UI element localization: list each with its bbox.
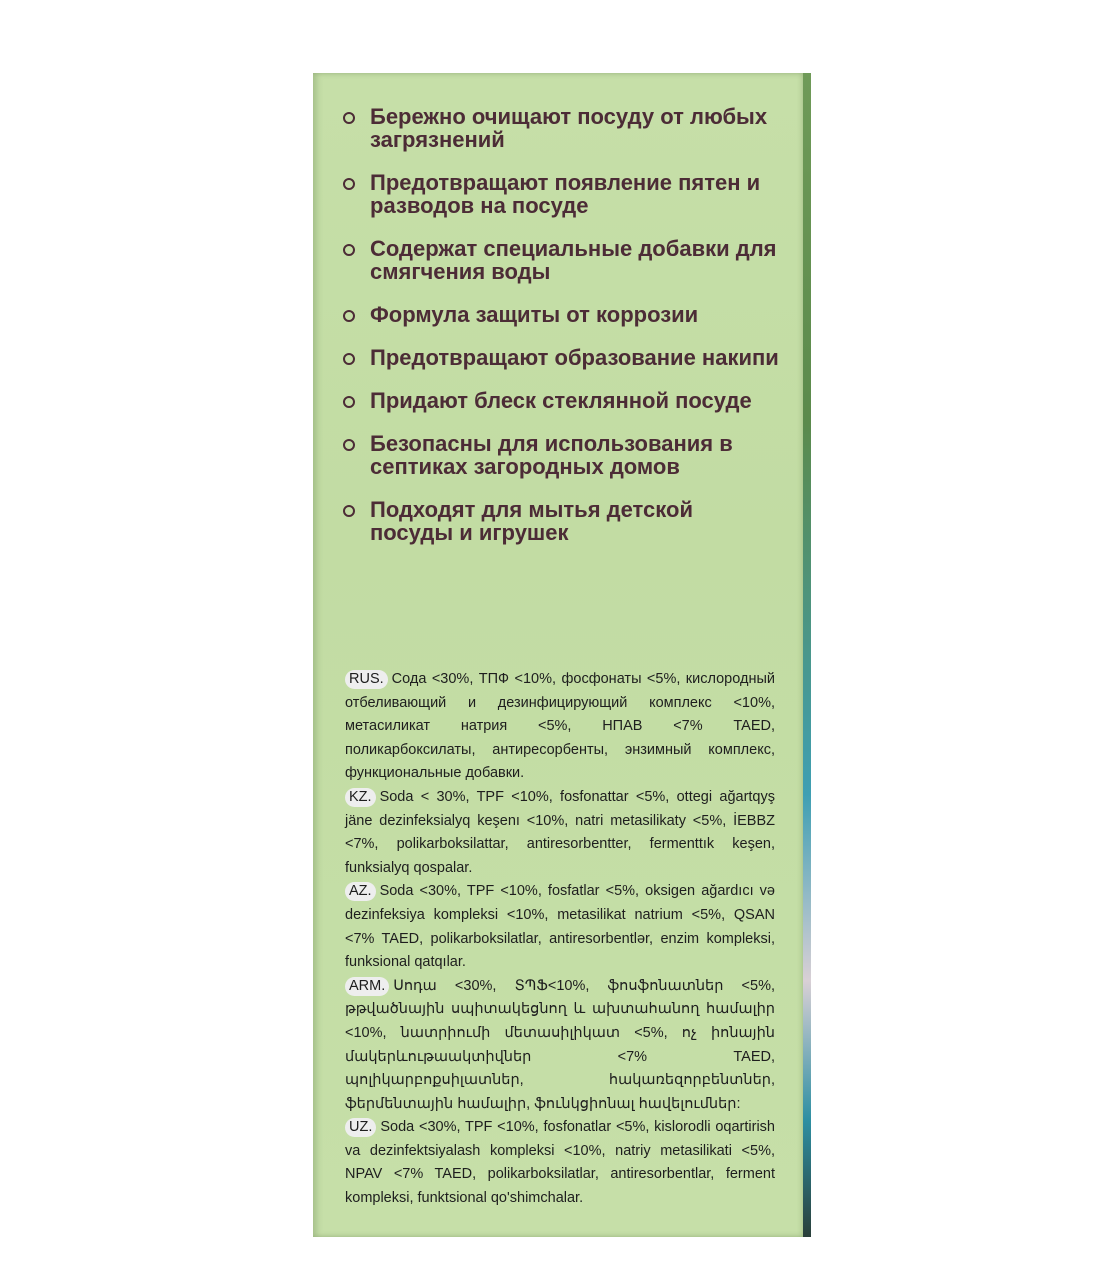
benefit-text: Бережно очищают посуду от любых загрязнений [370, 104, 768, 152]
circle-bullet-icon [343, 112, 355, 124]
package-edge [803, 73, 811, 1237]
composition-az [345, 880, 775, 974]
benefit-item [340, 237, 780, 283]
benefit-item [340, 105, 780, 151]
composition-uz [345, 1116, 775, 1210]
benefit-text: Придают блеск стеклянной посуде [370, 388, 752, 413]
language-badge: ARM. [345, 977, 389, 996]
benefit-item [340, 432, 780, 478]
composition-rus [345, 668, 775, 786]
composition-text: Սոդա <30%, ՏՊՖ<10%, ֆոսֆոնատներ <5%, թթվածնային սպիտակեցնող և ախտահանող համալիր <10%, նատրիումի մետասիլիկատ <5%, ոչ իոնային մակերևութաակտիվներ <7% TAED, պոլիկարբոքսիլատներ, հակառեզորբենտներ, ֆերմենտային համալիր, ֆունկցիոնալ հավելումներ: [345, 977, 775, 1112]
circle-bullet-icon [343, 310, 355, 322]
benefits-list [340, 105, 780, 564]
language-badge: RUS. [345, 670, 388, 689]
circle-bullet-icon [343, 396, 355, 408]
benefit-text: Предотвращают образование накипи [370, 345, 779, 370]
composition-text: Soda <30%, TPF <10%, fosfatlar <5%, oksigen ağardıcı və dezinfeksiya kompleksi <10%, metasilikat natrium <5%, QSAN <7% TAED, polikarboksilatlar, antiresorbentlər, enzim kompleksi, funksional qatqılar. [345, 883, 775, 971]
language-badge: AZ. [345, 882, 376, 901]
circle-bullet-icon [343, 244, 355, 256]
benefit-item [340, 498, 780, 544]
benefit-text: Подходят для мытья детской посуды и игрушек [370, 497, 693, 545]
benefit-text: Безопасны для использования в септиках загородных домов [370, 431, 733, 479]
composition-arm [345, 975, 775, 1117]
benefit-item [340, 303, 780, 326]
benefit-text: Предотвращают появление пятен и разводов на посуде [370, 170, 761, 218]
benefit-text: Содержат специальные добавки для смягчения воды [370, 236, 777, 284]
benefit-item [340, 346, 780, 369]
benefit-item [340, 389, 780, 412]
circle-bullet-icon [343, 505, 355, 517]
circle-bullet-icon [343, 353, 355, 365]
composition-text: Сода <30%, ТПФ <10%, фосфонаты <5%, кислородный отбеливающий и дезинфицирующий комплекс <10%, метасиликат натрия <5%, НПАВ <7% TAED, поликарбоксилаты, антиресорбенты, энзимный комплекс, функциональные добавки. [345, 671, 775, 782]
benefit-item [340, 171, 780, 217]
composition-text: Soda <30%, TPF <10%, fosfonatlar <5%, kislorodli oqartirish va dezinfektsiyalash kompleksi <10%, natriy metasilikati <5%, NPAV <7% TAED, polikarboksilatlar, antiresorbentlar, ferment kompleksi, funktsional qo'shimchalar. [345, 1119, 775, 1207]
language-badge: UZ. [345, 1118, 376, 1137]
circle-bullet-icon [343, 439, 355, 451]
language-badge: KZ. [345, 788, 376, 807]
composition-kz [345, 786, 775, 880]
benefit-text: Формула защиты от коррозии [370, 302, 699, 327]
composition-block [345, 668, 775, 1211]
circle-bullet-icon [343, 178, 355, 190]
composition-text: Soda < 30%, TPF <10%, fosfonattar <5%, ottegi ağartqyş jäne dezinfeksialyq keşenı <10%, natri metasilikaty <5%, İEBBZ <7%, polikarboksilattar, antiresorbentter, fermenttık keşen, funksialyq qospalar. [345, 788, 775, 876]
